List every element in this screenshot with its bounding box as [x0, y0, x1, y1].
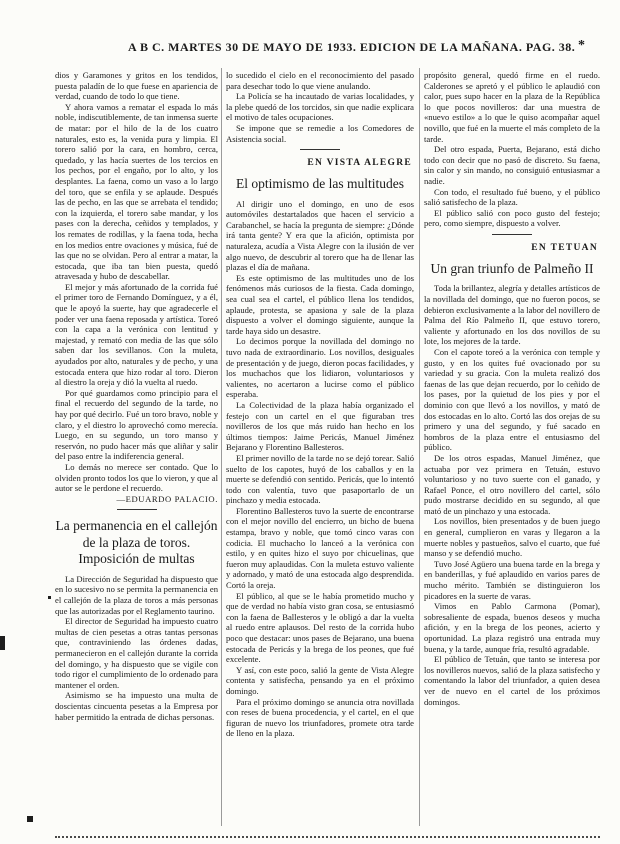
article-paragraph: El público salió con poco gusto del festejo; pero, como siempre, dispuesto a volver.	[424, 207, 600, 229]
article-paragraph: El primer novillo de la tarde no se dejó torear. Salió suelto de los capotes, huyó de los caballos y en la muerte se defendió con sentido. Pericás, que lo intentó todo con valentía, tuvo que pasaportarlo de un pinchazo y media estocada.	[226, 452, 414, 506]
article-paragraph: La Colectividad de la plaza había organizado el festejo con un cartel en el que figuraban tres novilleros de los que más ruido han hecho en los últimos tiempos: Jaime Pericás, Manuel Jiménez Bejarano y Florentino Ballesteros.	[226, 399, 414, 453]
article-paragraph: El público, al que se le había prometido mucho y que de verdad no había visto gran cosa, se entusiasmó con la faena de Ballesteros y le obligó a dar la vuelta al ruedo entre aplausos. Del resto de la corrida hubo poco que destacar: unos pases de Bejarano, una buena estocada de Pericás y la brega de los peones, que fué excelente.	[226, 590, 414, 665]
column-left	[55, 70, 218, 722]
article-paragraph: Con todo, el resultado fué bueno, y el público salió satisfecho de la plaza.	[424, 186, 600, 208]
article-paragraph: Del otro espada, Puerta, Bejarano, está dicho todo con decir que no pasó de discreto. Su faena, sin calor y sin mando, no consiguió entusiasmar a nadie.	[424, 144, 600, 186]
article-paragraph: dios y Garamones y gritos en los tendidos, puesta paladín de lo que fuese en apariencia de verdad, cuando de todo lo que tiene.	[55, 70, 218, 102]
page-header: A B C. MARTES 30 DE MAYO DE 1933. EDICION DE LA MAÑANA. PAG. 38.	[128, 40, 576, 54]
article-paragraph: Y así, con este poco, salió la gente de Vista Alegre contenta y satisfecha, pensando ya en el próximo domingo.	[226, 664, 414, 696]
article-paragraph: Es este optimismo de las multitudes uno de los fenómenos más curiosos de la fiesta. Cada domingo, sea cual sea el cartel, el público llena los tendidos, aplaude, protesta, se apasiona y sale de la plaza dispuesto a volver el domingo siguiente, aunque la tarde haya sido un desastre.	[226, 272, 414, 336]
article-paragraph: Por qué guardamos como principio para el final el recuerdo del segundo de la tarde, no hay por qué decirlo. Fué un toro bravo, noble y claro, y el diestro lo aprovechó como merecía. Luego, en su segundo, un toro manso y reservón, no pudo hacer más que aliñar y salir del paso entre la indiferencia general.	[55, 387, 218, 462]
column-rule	[419, 68, 420, 826]
column-right	[424, 70, 600, 707]
scan-mark	[27, 816, 33, 822]
article-paragraph: Toda la brillantez, alegría y detalles artísticos de la novillada del domingo, que no fueron pocos, se debieron exclusivamente a la labor del novillero de Palma del Río Palmeño II, que estuvo torero, valiente y afortunado en los dos novillos de su lote, los mejores de la tarde.	[424, 283, 600, 347]
article-paragraph: La Dirección de Seguridad ha dispuesto que en lo sucesivo no se permita la permanencia en el callejón de la plaza de toros a más personas que las autorizadas por el Reglamento taurino.	[55, 573, 218, 616]
article-headline: Un gran triunfo de Palmeño II	[430, 260, 594, 276]
scan-mark	[0, 636, 5, 650]
article-paragraph: El público de Tetuán, que tanto se interesa por los novilleros nuevos, salió de la plaza satisfecho y comentando la labor del triunfador, a quien desea ver de nuevo en el cartel de los próximos domingos.	[424, 654, 600, 707]
article-paragraph: lo sucedido el cielo en el reconocimiento del pasado para desechar todo lo que viene anulando.	[226, 70, 414, 91]
section-label: EN TETUAN	[531, 242, 598, 253]
article-separator	[492, 234, 532, 235]
column-rule	[221, 68, 222, 826]
corner-mark: *	[578, 38, 585, 53]
article-paragraph: Asimismo se ha impuesto una multa de doscientas cincuenta pesetas a la Empresa por haber permitido la entrada de dichas personas.	[55, 690, 218, 722]
section-label: EN VISTA ALEGRE	[307, 158, 412, 169]
column-center	[226, 70, 414, 739]
article-paragraph: De los otros espadas, Manuel Jiménez, que actuaba por vez primera en Tetuán, estuvo voluntarioso y no tuvo suerte con el ganado, y Rafael Ponce, el otro novillero del cartel, sólo pudo mostrarse decidido en su segundo, al que mató de un pinchazo y una estocada.	[424, 452, 600, 516]
article-separator	[117, 509, 157, 510]
article-paragraph: El director de Seguridad ha impuesto cuatro multas de cien pesetas a otras tantas personas que, contraviniendo las órdenes dadas, permanecieron en el callejón durante la corrida del domingo, y ha dispuesto que se vigile con todo rigor el cumplimiento de lo ordenado para mantener el orden.	[55, 616, 218, 690]
article-paragraph: Vimos en Pablo Carmona (Pomar), sobresaliente de espada, buenos deseos y mucha afición, y en la brega de los peones, acierto y oportunidad. La plaza registró una entrada muy buena, y la tarde, aunque fría, resultó agradable.	[424, 601, 600, 654]
scan-mark	[48, 596, 51, 599]
article-headline: La permanencia en el callejón de la plaza de toros. Imposición de multas	[55, 518, 218, 567]
article-paragraph: Para el próximo domingo se anuncia otra novillada con reses de buena procedencia, y el cartel, en el que figuran de nuevo los triunfadores, promete otra tarde de lleno en la plaza.	[226, 696, 414, 739]
article-paragraph: Se impone que se remedie a los Comedores de Asistencia social.	[226, 122, 414, 144]
article-paragraph: Florentino Ballesteros tuvo la suerte de encontrarse con el mejor novillo del encierro, un bicho de buena estampa, bravo y noble, que tomó cinco varas con codicia. El muchacho lo lanceó a la verónica con estilo, y en quites hizo el suyo por chicuelinas, que fueron muy aplaudidas. Con la muleta estuvo valiente y adornado, y mató de una estocada algo desprendida. Cortó la oreja.	[226, 505, 414, 591]
article-paragraph: Al dirigir uno el domingo, en uno de esos automóviles destartalados que hacen el servicio a Carabanchel, se hacía la pregunta de siempre: ¿Dónde irá tanta gente? Y era que la afición, optimista por naturaleza, acudía a Vista Alegre con la ilusión de ver algo nuevo, de descubrir al torero que ha de llenar las plazas el día de mañana.	[226, 198, 414, 273]
article-paragraph: El mejor y más afortunado de la corrida fué el primer toro de Fernando Domínguez, y a él, que le apoyó la suerte, hay que agradecerle el poder ver una faena reposada y artística. Toreó con la capa a la verónica con lentitud y majestad, y remató con media de las que sólo saben dar los sevillanos. Con la muleta, ayudados por alto, naturales y de pecho, y una estocada entera que hizo rodar al toro. Dieron al diestro la oreja y dió la vuelta al ruedo.	[55, 281, 218, 388]
article-paragraph: Con el capote toreó a la verónica con temple y gusto, y en los quites fué ovacionado por su variedad y su gracia. Con la muleta realizó dos faenas de las que dejan recuerdo, por lo ceñido de los pases, por la quietud de los pies y por el dominio con que llevó a los novillos, y mató de dos estocadas en lo alto. Cortó las dos orejas de su primero y una del segundo, y fué sacado en hombros de la plaza entre el entusiasmo del público.	[424, 346, 600, 453]
byline: —EDUARDO PALACIO.	[116, 493, 218, 504]
article-paragraph: Lo demás no merece ser contado. Que lo olviden pronto todos los que lo vieron, y que al autor se le perdone el recuerdo.	[55, 461, 218, 494]
bottom-dotted-edge	[55, 836, 600, 838]
article-paragraph: Lo decimos porque la novillada del domingo no tuvo nada de extraordinario. Los novillos, desiguales de presentación y de juego, dieron pocas facilidades, y los muchachos que los lidiaron, voluntariosos y valientes, no acertaron a lucirse como el público esperaba.	[226, 336, 414, 400]
article-paragraph: La Policía se ha incautado de varias localidades, y la plebe quedó de los torcidos, sin que nadie explicara el motivo de tales ocupaciones.	[226, 91, 414, 123]
article-paragraph: Y ahora vamos a rematar el espada lo más noble, indiscutiblemente, de tan inmensa suerte de matar: por el hilo de la de los cuatro naturales, esto es, la venida pura y limpia. El torero salió por la cara, en hombro, cerca, quedado, y las hacía suertes de los tercios en los pechos, por el engaño, por lo alto, y los desplantes. La faena, como un vaso a lo largo del toro, que se enfila y se aplaude. Después las de pecho, en las que se arrebata el tendido; con la izquierda, el torero sabe mandar, y los pases con la derecha, ceñidos y templados, y los remates de rodillas, y la faena toda, hecha en los medios entre ovaciones y música, fué de las que no se olvidan. Pero al entrar a matar, la estocada, que iba tan bien puesta, quedó atravesada y hubo de descabellar.	[55, 101, 218, 282]
article-paragraph: propósito general, quedó firme en el ruedo. Calderones se apretó y el público le aplaudió con calor, pues supo hacer en la plaza de la República lo que pocos novilleros: dar una muestra de «nuevo estilo» a lo que le quiso acompañar aquel novillo, que fué en la muerte el más completo de la tarde.	[424, 70, 600, 144]
article-separator	[300, 149, 340, 150]
article-headline: El optimismo de las multitudes	[236, 176, 404, 192]
article-paragraph: Los novillos, bien presentados y de buen juego en general, cumplieron en varas y llegaron a la muerte nobles y pastueños, salvo el cuarto, que fué manso y se defendió mucho.	[424, 516, 600, 559]
article-paragraph: Tuvo José Agüero una buena tarde en la brega y en banderillas, y fué aplaudido en varios pares de mucho mérito. También se distinguieron los picadores en la suerte de varas.	[424, 558, 600, 601]
